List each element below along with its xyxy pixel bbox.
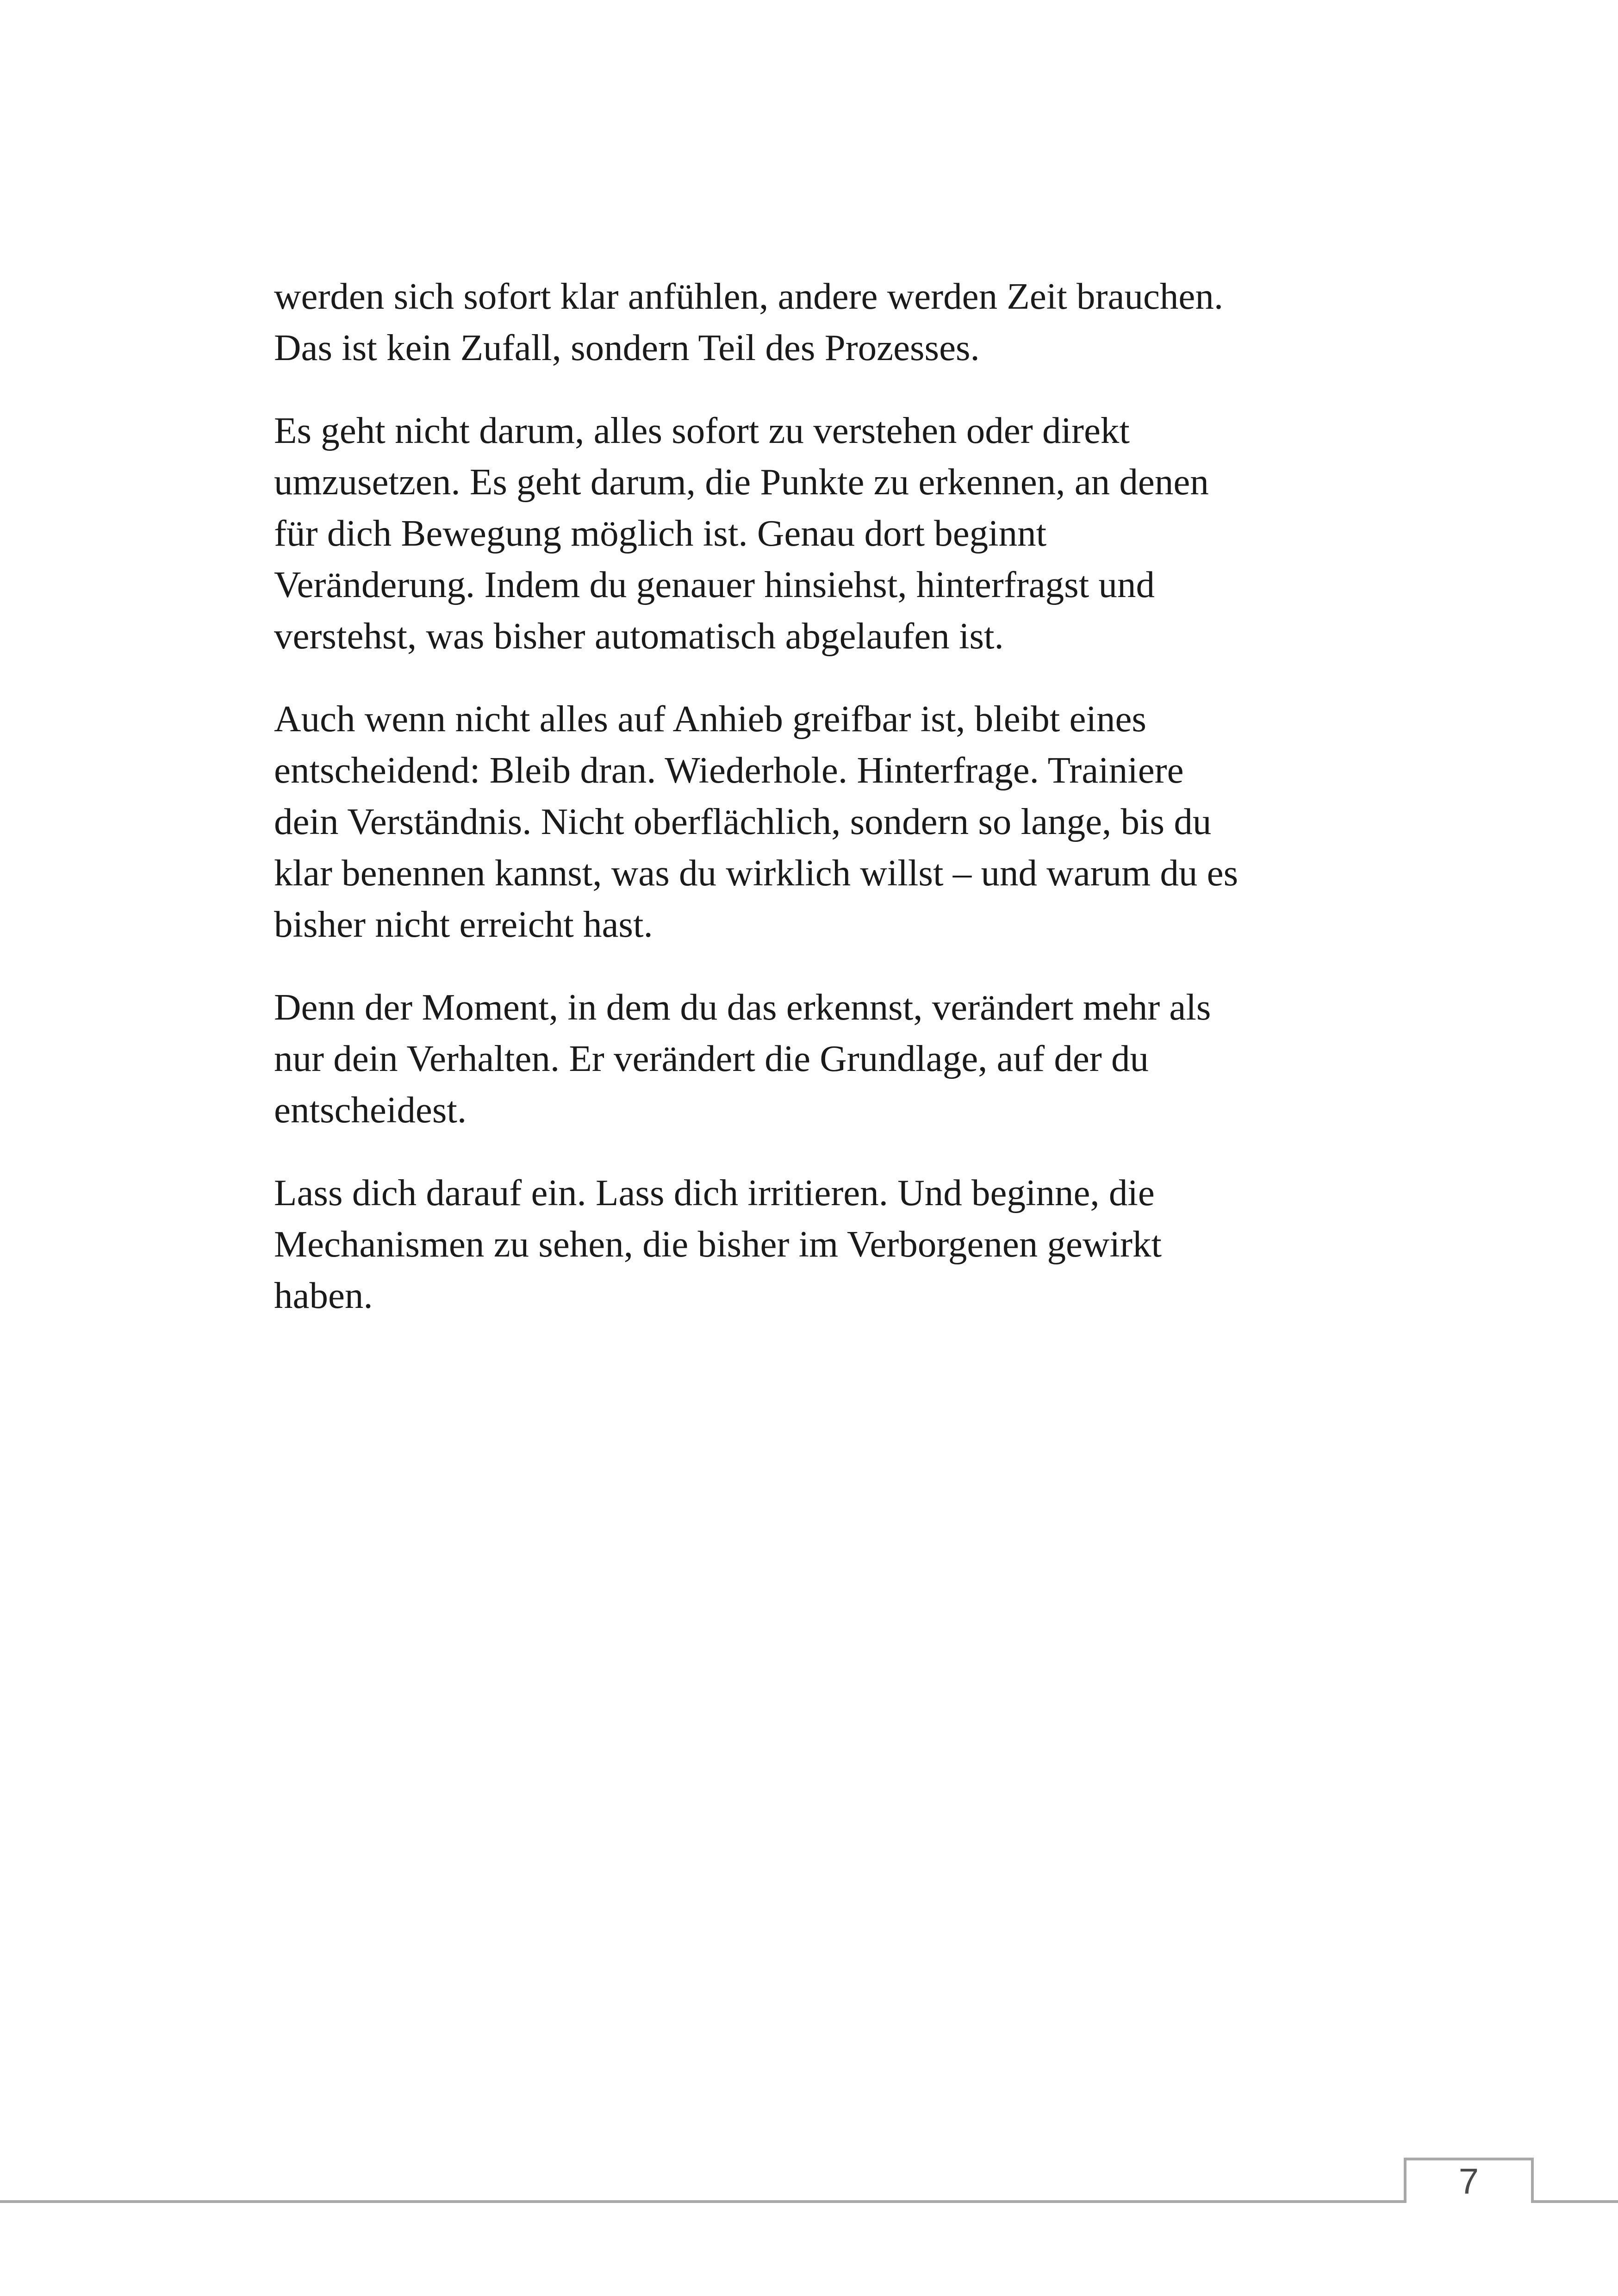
text-line: dein Verständnis. Nicht oberflächlich, sondern so lange, bis du bbox=[274, 801, 1212, 842]
text-line: Das ist kein Zufall, sondern Teil des Prozesses. bbox=[274, 327, 980, 368]
paragraph-4 bbox=[274, 982, 1352, 1136]
text-line: Denn der Moment, in dem du das erkennst, verändert mehr als bbox=[274, 986, 1211, 1028]
text-line: verstehst, was bisher automatisch abgelaufen ist. bbox=[274, 615, 1004, 657]
text-line: haben. bbox=[274, 1275, 373, 1316]
body-text bbox=[274, 271, 1352, 1353]
page-number: 7 bbox=[1458, 2161, 1479, 2202]
paragraph-3 bbox=[274, 693, 1352, 950]
text-line: klar benennen kannst, was du wirklich willst – und warum du es bbox=[274, 852, 1238, 894]
text-line: umzusetzen. Es geht darum, die Punkte zu erkennen, an denen bbox=[274, 461, 1209, 503]
text-line: Auch wenn nicht alles auf Anhieb greifbar ist, bleibt eines bbox=[274, 698, 1146, 740]
text-line: werden sich sofort klar anfühlen, andere werden Zeit brauchen. bbox=[274, 275, 1224, 317]
text-line: entscheidest. bbox=[274, 1089, 467, 1131]
text-line: Veränderung. Indem du genauer hinsiehst, hinterfragst und bbox=[274, 564, 1155, 605]
paragraph-1 bbox=[274, 271, 1352, 373]
text-line: Lass dich darauf ein. Lass dich irritieren. Und beginne, die bbox=[274, 1172, 1155, 1213]
text-line: nur dein Verhalten. Er verändert die Grundlage, auf der du bbox=[274, 1038, 1149, 1079]
text-line: für dich Bewegung möglich ist. Genau dort beginnt bbox=[274, 512, 1047, 554]
text-line: bisher nicht erreicht hast. bbox=[274, 903, 653, 945]
paragraph-5 bbox=[274, 1167, 1352, 1321]
text-line: entscheidend: Bleib dran. Wiederhole. Hinterfrage. Trainiere bbox=[274, 749, 1184, 791]
footer-rule bbox=[0, 2200, 1618, 2203]
text-line: Mechanismen zu sehen, die bisher im Verborgenen gewirkt bbox=[274, 1223, 1162, 1265]
text-line: Es geht nicht darum, alles sofort zu verstehen oder direkt bbox=[274, 410, 1130, 451]
paragraph-2 bbox=[274, 405, 1352, 662]
